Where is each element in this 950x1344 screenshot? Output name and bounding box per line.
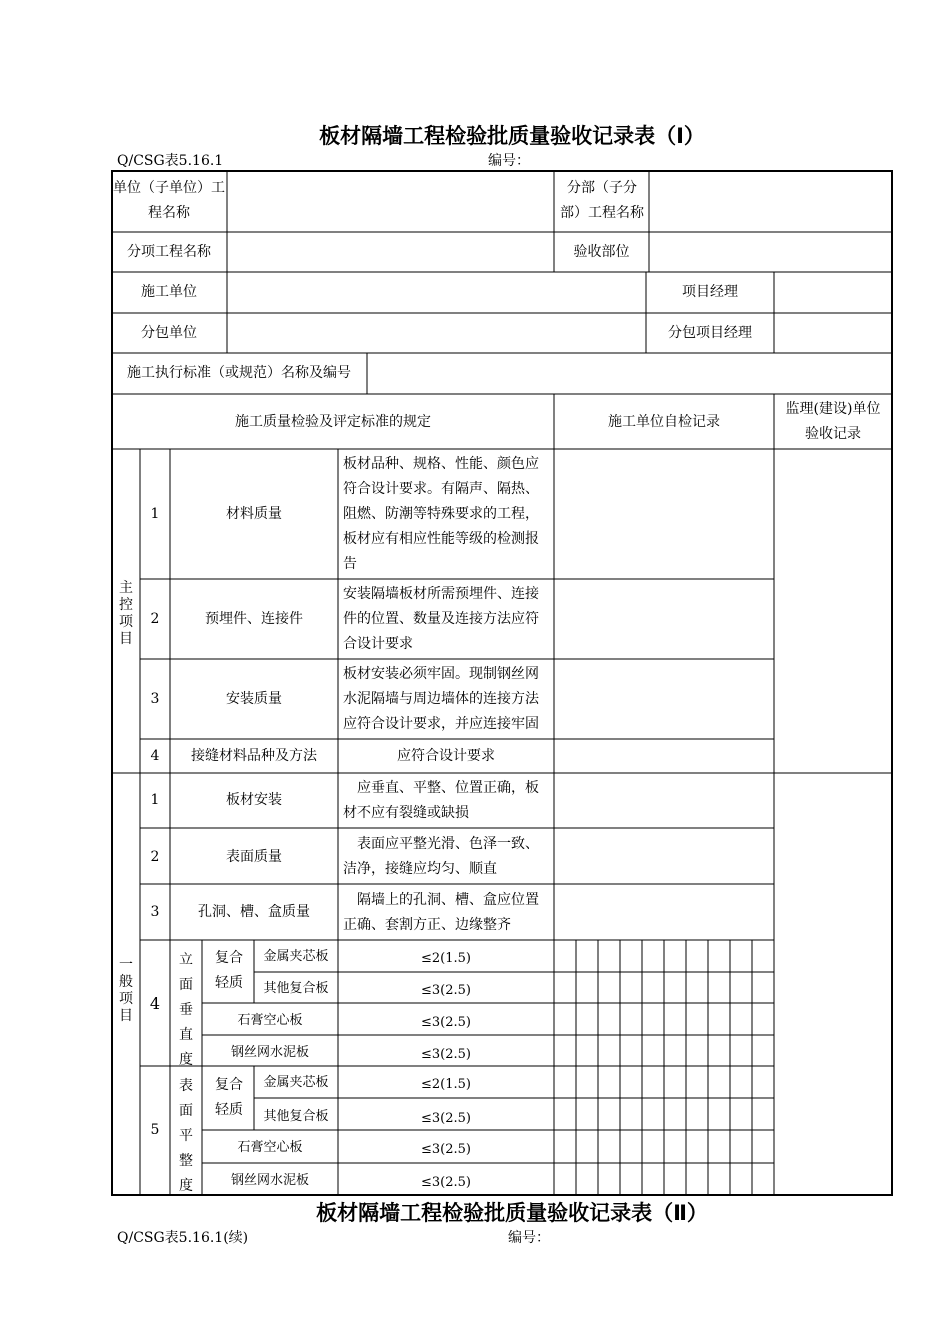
main-item-3-name: 安装质量 (226, 691, 282, 707)
item4-row1-value: ≤2(1.5) (421, 951, 471, 966)
main-item-4-spec: 应符合设计要求 (397, 748, 495, 764)
standard-label: 施工执行标准（或规范）名称及编号 (127, 365, 351, 381)
composite-light-label-5: 复合轻质 (215, 1077, 243, 1118)
main-item-2-name: 预埋件、连接件 (205, 611, 303, 627)
construction-unit-label: 施工单位 (141, 284, 197, 300)
main-item-2-no: 2 (150, 611, 160, 627)
page-title: 板材隔墙工程检验批质量验收记录表（Ⅰ） (319, 124, 705, 148)
form-code: Q/CSG表5.16.1 (117, 153, 224, 169)
project-manager-label: 项目经理 (682, 284, 738, 300)
form-number-label-continued: 编号： (508, 1230, 550, 1246)
page-title-continued: 板材隔墙工程检验批质量验收记录表（Ⅱ） (316, 1201, 708, 1225)
item5-row2-value: ≤3(2.5) (421, 1111, 471, 1124)
item4-row2-name: 其他复合板 (263, 981, 329, 996)
sub-part-name-label: 分部（子分部）工程名称 (560, 180, 644, 221)
subcontractor-label: 分包单位 (141, 325, 197, 341)
flatness-label: 表面平整度 (179, 1078, 193, 1192)
form-number-label: 编号： (488, 153, 530, 169)
item5-row1-name: 金属夹芯板 (263, 1075, 329, 1090)
general-item-4-no: 4 (149, 994, 161, 1013)
main-item-1-no: 1 (150, 506, 160, 522)
unit-name-label: 单位（子单位）工程名称 (113, 180, 225, 221)
main-control-label: 主控项目 (119, 580, 133, 647)
item5-row3-value: ≤3(2.5) (421, 1142, 471, 1157)
form-code-continued: Q/CSG表5.16.1(续) (117, 1230, 249, 1246)
item5-row4-name: 钢丝网水泥板 (230, 1173, 309, 1188)
item4-row2-value: ≤3(2.5) (421, 983, 471, 998)
item5-row2-name: 其他复合板 (263, 1109, 329, 1124)
inspection-record-table (111, 170, 893, 1196)
item4-row4-name: 钢丝网水泥板 (230, 1045, 309, 1060)
general-item-3-spec: 隔墙上的孔洞、槽、盒应位置正确、套割方正、边缘整齐 (343, 892, 539, 933)
sub-item-name-label: 分项工程名称 (127, 244, 211, 260)
general-item-3-name: 孔洞、槽、盒质量 (198, 904, 310, 920)
general-item-1-spec: 应垂直、平整、位置正确，板材不应有裂缝或缺损 (343, 780, 539, 821)
general-item-1-name: 板材安装 (226, 792, 282, 808)
general-item-5-no: 5 (150, 1122, 160, 1138)
acceptance-part-label: 验收部位 (573, 244, 630, 260)
sub-project-manager-label: 分包项目经理 (668, 325, 752, 341)
main-item-1-name: 材料质量 (226, 506, 282, 522)
general-item-2-no: 2 (150, 849, 160, 865)
general-label: 一般项目 (119, 957, 133, 1024)
self-check-header: 施工单位自检记录 (608, 414, 720, 430)
quality-spec-header: 施工质量检验及评定标准的规定 (235, 414, 431, 430)
item4-row4-value: ≤3(2.5) (421, 1047, 471, 1062)
general-item-1-no: 1 (150, 792, 160, 808)
item4-row3-name: 石膏空心板 (237, 1013, 303, 1028)
general-item-3-no: 3 (150, 904, 160, 920)
item4-row3-value: ≤3(2.5) (421, 1015, 471, 1030)
main-item-3-no: 3 (150, 691, 160, 707)
general-item-2-name: 表面质量 (226, 849, 282, 865)
item5-row4-value: ≤3(2.5) (421, 1175, 471, 1190)
supervision-header: 监理(建设)单位验收记录 (785, 401, 881, 442)
vertical-deviation-label: 立面垂直度 (179, 952, 193, 1068)
item4-row1-name: 金属夹芯板 (263, 949, 329, 964)
main-item-2-spec: 安装隔墙板材所需预埋件、连接件的位置、数量及连接方法应符合设计要求 (343, 586, 539, 652)
item5-row3-name: 石膏空心板 (237, 1140, 303, 1155)
item5-row1-value: ≤2(1.5) (421, 1077, 471, 1092)
main-item-4-name: 接缝材料品种及方法 (191, 748, 317, 764)
main-item-4-no: 4 (150, 748, 160, 764)
main-item-3-spec: 板材安装必须牢固。现制钢丝网水泥隔墙与周边墙体的连接方法应符合设计要求，并应连接牢固 (343, 666, 539, 732)
main-item-1-spec: 板材品种、规格、性能、颜色应符合设计要求。有隔声、隔热、阻燃、防潮等特殊要求的工程，板材应有相应性能等级的检测报告 (343, 456, 539, 572)
general-item-2-spec: 表面应平整光滑、色泽一致、洁净，接缝应均匀、顺直 (343, 836, 539, 877)
composite-light-label-4: 复合轻质 (215, 950, 243, 991)
